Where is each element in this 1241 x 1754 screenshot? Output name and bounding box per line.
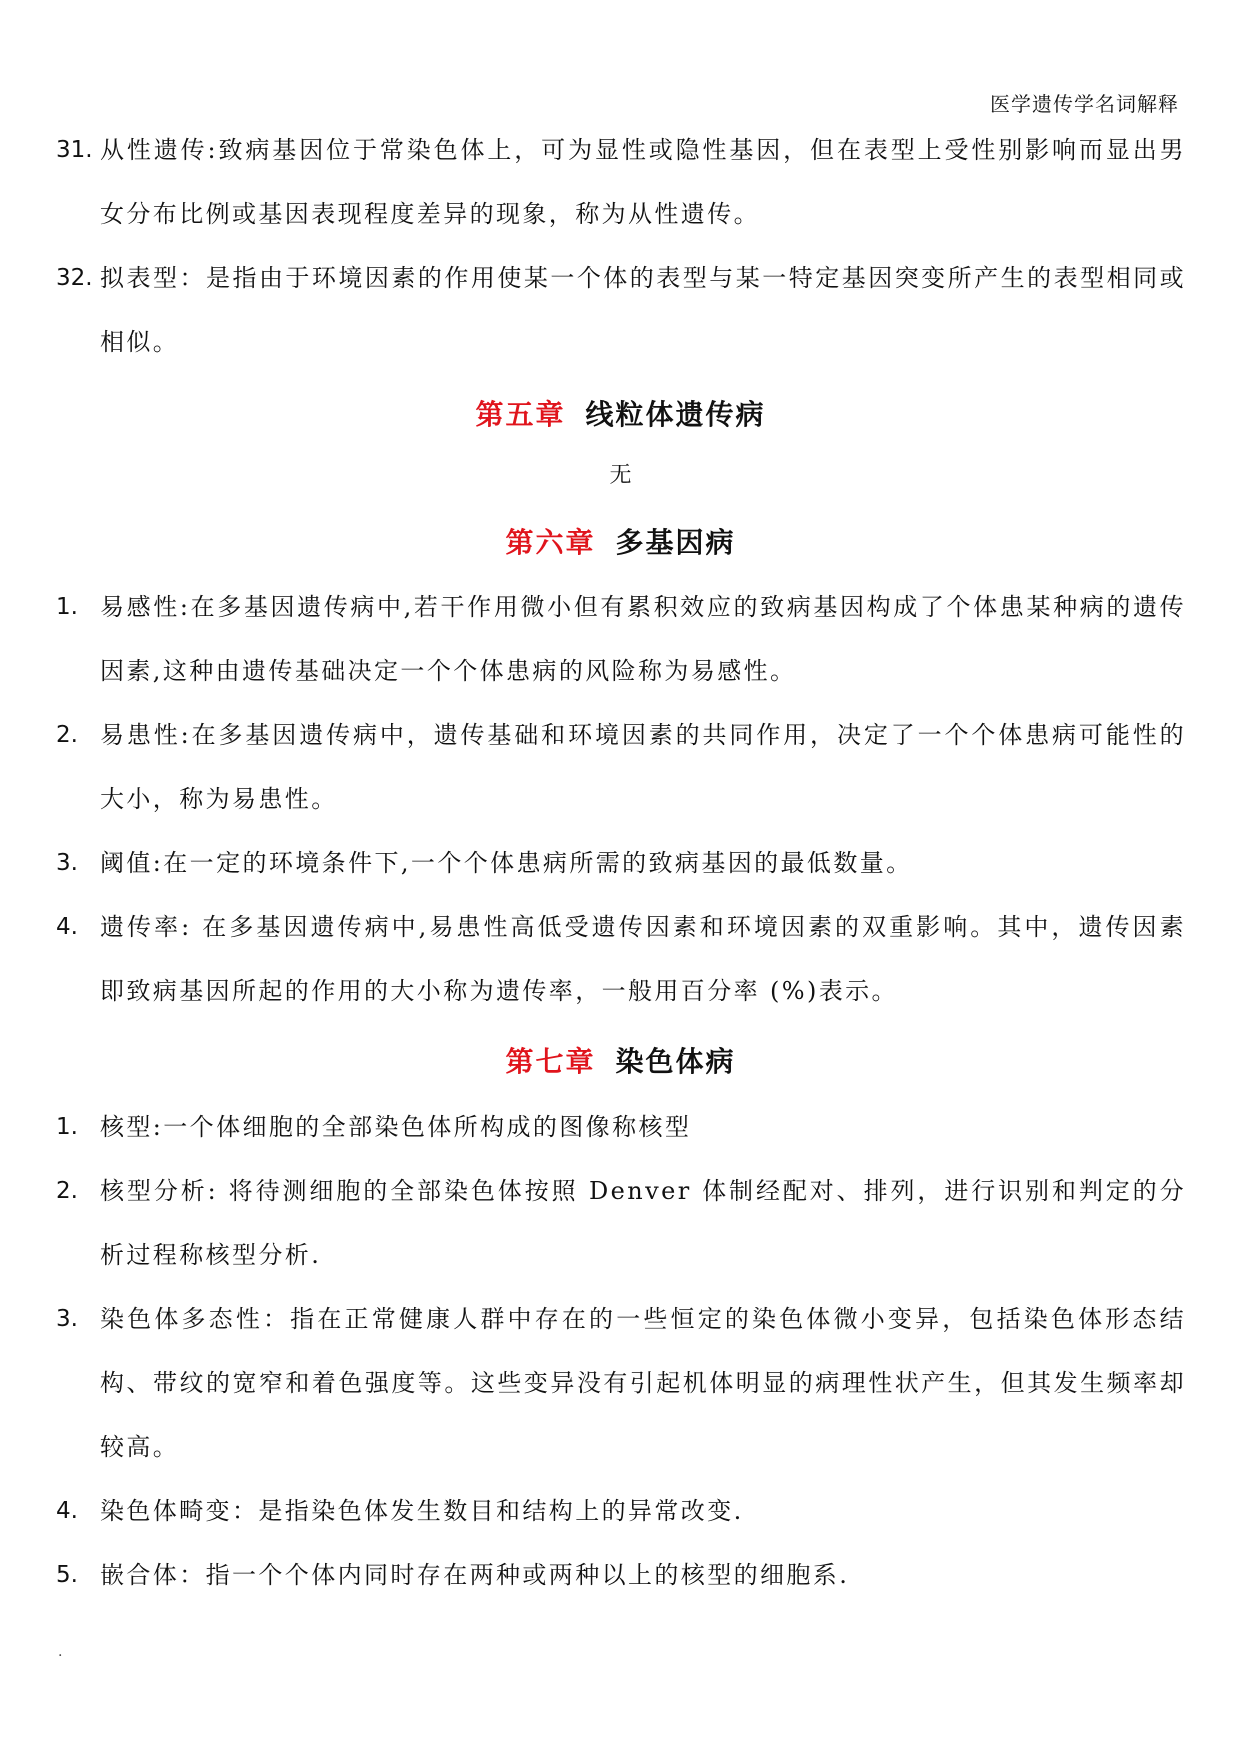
list-item (56, 118, 1186, 246)
chapter-heading-5 (0, 393, 1241, 433)
chapter-body: 无 (609, 463, 632, 488)
list-item (56, 1287, 1186, 1479)
item-number: 5. (56, 1562, 78, 1588)
item-text: 阈值:在一定的环境条件下,一个个体患病所需的致病基因的最低数量。 (100, 849, 913, 877)
list-item (56, 703, 1186, 831)
chapter-title: 多基因病 (615, 526, 736, 559)
item-text: 易患性:在多基因遗传病中，遗传基础和环境因素的共同作用，决定了一个个体患病可能性的大小，称为易患性。 (100, 721, 1186, 813)
item-number: 2. (56, 722, 78, 748)
chapter-number: 第五章 (475, 398, 566, 431)
item-number: 1. (56, 1114, 78, 1140)
list-item (56, 831, 1186, 895)
item-number: 4. (56, 914, 78, 940)
item-text: 染色体多态性：指在正常健康人群中存在的一些恒定的染色体微小变异，包括染色体形态结构、带纹的宽窄和着色强度等。这些变异没有引起机体明显的病理性状产生，但其发生频率却较高。 (100, 1305, 1186, 1461)
item-text: 遗传率: 在多基因遗传病中,易患性高低受遗传因素和环境因素的双重影响。其中，遗传因素即致病基因所起的作用的大小称为遗传率，一般用百分率 (%)表示。 (100, 913, 1186, 1005)
list-item (56, 575, 1186, 703)
page-header-title: 医学遗传学名词解释 (990, 92, 1179, 116)
chapter-heading-7 (0, 1040, 1241, 1080)
footer-mark: . (58, 1644, 63, 1660)
list-item (56, 246, 1186, 374)
item-text: 核型:一个体细胞的全部染色体所构成的图像称核型 (100, 1113, 692, 1141)
item-text: 核型分析: 将待测细胞的全部染色体按照 Denver 体制经配对、排列，进行识别和判定的分析过程称核型分析. (100, 1177, 1186, 1269)
chapter-title: 染色体病 (615, 1045, 736, 1078)
item-text: 染色体畸变：是指染色体发生数目和结构上的异常改变. (100, 1497, 744, 1525)
chapter-heading-6 (0, 521, 1241, 561)
list-item (56, 895, 1186, 1023)
list-item (56, 1479, 1186, 1543)
item-text: 从性遗传:致病基因位于常染色体上，可为显性或隐性基因，但在表型上受性别影响而显出男女分布比例或基因表现程度差异的现象，称为从性遗传。 (100, 136, 1186, 228)
item-number: 31. (56, 137, 93, 163)
item-text: 嵌合体：指一个个体内同时存在两种或两种以上的核型的细胞系. (100, 1561, 850, 1589)
item-text: 拟表型：是指由于环境因素的作用使某一个体的表型与某一特定基因突变所产生的表型相同或相似。 (100, 264, 1186, 356)
item-number: 2. (56, 1178, 78, 1204)
item-number: 32. (56, 265, 93, 291)
chapter-number: 第七章 (505, 1045, 596, 1078)
chapter-title: 线粒体遗传病 (585, 398, 766, 431)
list-item (56, 1543, 1186, 1607)
item-number: 3. (56, 1306, 78, 1332)
item-number: 3. (56, 850, 78, 876)
list-item (56, 1095, 1186, 1159)
item-text: 易感性:在多基因遗传病中,若干作用微小但有累积效应的致病基因构成了个体患某种病的遗传因素,这种由遗传基础决定一个个体患病的风险称为易感性。 (100, 593, 1186, 685)
list-item (56, 1159, 1186, 1287)
item-number: 4. (56, 1498, 78, 1524)
item-number: 1. (56, 594, 78, 620)
chapter-number: 第六章 (505, 526, 596, 559)
